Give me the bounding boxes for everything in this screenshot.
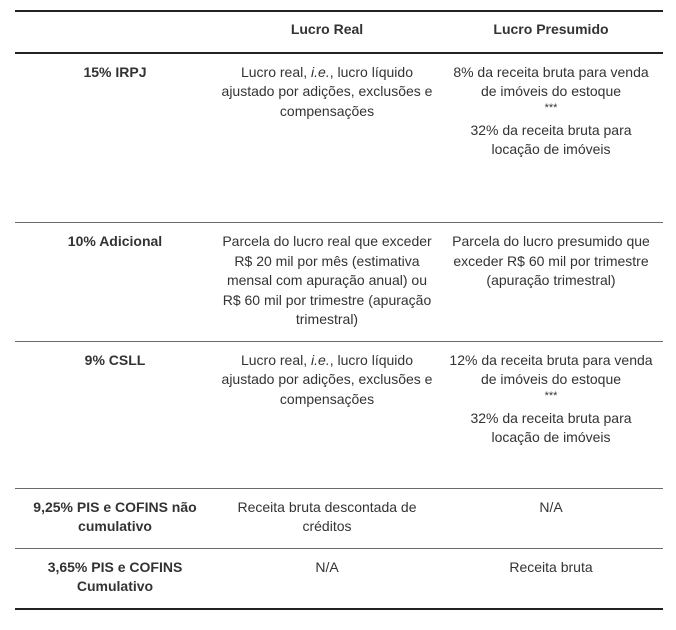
- row-label: 3,65% PIS e COFINS Cumulativo: [47, 558, 183, 594]
- cell-lucro-real: Receita bruta descontada de créditos: [237, 498, 417, 534]
- cell-text: Lucro real,: [240, 351, 312, 368]
- row-label: 9% CSLL: [84, 351, 146, 368]
- table-row: [15, 341, 663, 488]
- row-label: 10% Adicional: [67, 233, 163, 249]
- header-lucro-presumido: Lucro Presumido: [493, 21, 609, 37]
- cell-text: , lucro líquido ajustado por adições, exclusões e compensações: [221, 63, 433, 119]
- header-lucro-real: Lucro Real: [290, 21, 364, 37]
- cell-lucro-real: [215, 53, 439, 223]
- table-row: [15, 488, 663, 548]
- cell-lucro-presumido: Parcela do lucro presumido que exceder R$ 60 mil por trimestre (apuração trimestral): [452, 233, 650, 288]
- cell-emphasis: i.e.: [311, 63, 330, 80]
- cell-text: 8% da receita bruta para venda de imóveis do estoque: [453, 63, 649, 99]
- table-header-row: [15, 11, 663, 53]
- cell-emphasis: i.e.: [311, 351, 330, 368]
- table-row: [15, 53, 663, 223]
- cell-lucro-real: [215, 341, 439, 488]
- row-label: 9,25% PIS e COFINS não cumulativo: [33, 498, 197, 534]
- cell-text: 32% da receita bruta para locação de imóveis: [470, 121, 632, 157]
- table-row: [15, 548, 663, 609]
- cell-lucro-real: Parcela do lucro real que exceder R$ 20 mil por mês (estimativa mensal com apuração anual) ou R$ 60 mil por trimestre (apuração trimestral): [222, 233, 432, 327]
- separator-stars: ***: [544, 389, 558, 402]
- cell-lucro-presumido: [439, 341, 663, 488]
- row-label: 15% IRPJ: [83, 63, 147, 80]
- cell-lucro-presumido: N/A: [539, 498, 563, 515]
- cell-lucro-presumido: [439, 53, 663, 223]
- cell-text: 32% da receita bruta para locação de imóveis: [470, 409, 632, 445]
- table-row: [15, 223, 663, 342]
- cell-lucro-presumido: Receita bruta: [509, 558, 593, 575]
- cell-text: 12% da receita bruta para venda de imóveis do estoque: [449, 351, 653, 387]
- cell-lucro-real: N/A: [315, 558, 339, 575]
- cell-text: Lucro real,: [240, 63, 312, 80]
- header-empty: [15, 11, 215, 53]
- separator-stars: ***: [544, 101, 558, 114]
- cell-text: , lucro líquido ajustado por adições, exclusões e compensações: [221, 351, 433, 407]
- tax-regime-table: [15, 10, 663, 610]
